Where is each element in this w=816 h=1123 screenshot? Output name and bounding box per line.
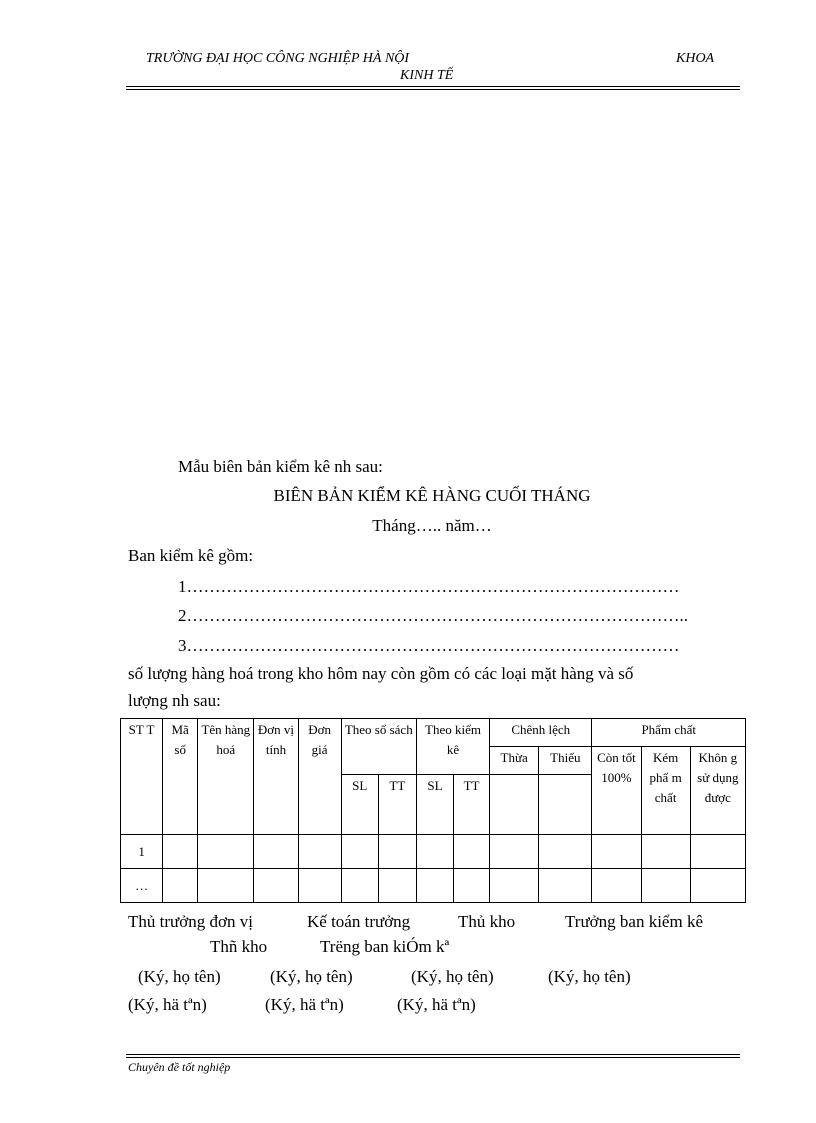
form-intro: Mẫu biên bản kiểm kê nh sau: xyxy=(178,457,383,476)
sign-note-garbled-3: (Ký, hä tªn) xyxy=(397,995,476,1014)
role-thu-truong: Thủ trưởng đơn vị xyxy=(128,912,253,931)
footer-rule-top xyxy=(126,1054,740,1055)
role-thu-kho: Thủ kho xyxy=(458,912,516,931)
role-truong-ban-garbled: Trëng ban kiÓm kª xyxy=(320,937,450,956)
sign-note-4: (Ký, họ tên) xyxy=(548,967,631,986)
header-faculty-line2: KINH TẾ xyxy=(400,68,454,83)
header-ten-hang: Tên hàng hoá xyxy=(198,719,254,835)
header-don-gia: Đơn giá xyxy=(298,719,341,835)
paragraph-line-2: lượng nh sau: xyxy=(128,691,221,710)
role-ke-toan-truong: Kế toán trưởng xyxy=(307,912,411,931)
footer-label: Chuyên đề tốt nghiệp xyxy=(128,1060,231,1074)
header-school: TRƯỜNG ĐẠI HỌC CÔNG NGHIỆP HÀ NỘI xyxy=(146,51,410,66)
sign-note-2: (Ký, họ tên) xyxy=(270,967,353,986)
committee-label: Ban kiểm kê gồm: xyxy=(128,546,254,565)
header-faculty: KHOA xyxy=(676,51,715,66)
table-row xyxy=(121,869,746,903)
footer-rule-bottom xyxy=(126,1057,740,1058)
header-ma-so: Mã số xyxy=(163,719,198,835)
paragraph-line-1: số lượng hàng hoá trong kho hôm nay còn gồm có các loại mặt hàng và số xyxy=(128,664,634,683)
header-rule-top xyxy=(126,86,740,87)
committee-member-1: 1…………………………………………………………………………… xyxy=(178,577,680,596)
header-pham-chat: Phẩm chất xyxy=(592,719,746,747)
role-truong-ban: Trưởng ban kiểm kê xyxy=(565,912,703,931)
header-theo-so-sach: Theo sổ sách xyxy=(341,719,416,775)
header-theo-kiem-ke: Theo kiểm kê xyxy=(416,719,489,775)
inventory-table xyxy=(120,718,746,903)
header-sl-so-sach: SL xyxy=(341,775,378,835)
header-thua: Thừa xyxy=(490,747,539,775)
committee-member-2: 2…………………………………………………………………………….. xyxy=(178,606,688,625)
header-tt-so-sach: TT xyxy=(378,775,416,835)
cell-thieu-blank xyxy=(539,775,592,835)
sign-note-3: (Ký, họ tên) xyxy=(411,967,494,986)
table-row xyxy=(121,835,746,869)
header-rule-bottom xyxy=(126,89,740,90)
header-khong-su-dung: Khôn g sử dụng được xyxy=(690,747,745,835)
header-tt-kiem-ke: TT xyxy=(453,775,489,835)
row-stt: 1 xyxy=(121,835,163,869)
form-title: BIÊN BẢN KIỂM KÊ HÀNG CUỐI THÁNG xyxy=(273,486,591,505)
sign-note-1: (Ký, họ tên) xyxy=(138,967,221,986)
header-chenh-lech: Chênh lệch xyxy=(490,719,592,747)
header-don-vi: Đơn vị tính xyxy=(254,719,298,835)
row-stt: … xyxy=(121,869,163,903)
committee-member-3: 3…………………………………………………………………………… xyxy=(178,636,680,655)
role-thu-kho-garbled: Thñ kho xyxy=(210,937,268,956)
sign-note-garbled-2: (Ký, hä tªn) xyxy=(265,995,344,1014)
header-con-tot: Còn tốt 100% xyxy=(592,747,641,835)
form-date: Tháng….. năm… xyxy=(372,516,492,535)
header-sl-kiem-ke: SL xyxy=(416,775,453,835)
header-stt: ST T xyxy=(121,719,163,835)
header-thieu: Thiếu xyxy=(539,747,592,775)
cell-thua-blank xyxy=(490,775,539,835)
header-kem-pham-chat: Kém phẩ m chất xyxy=(641,747,690,835)
sign-note-garbled-1: (Ký, hä tªn) xyxy=(128,995,207,1014)
